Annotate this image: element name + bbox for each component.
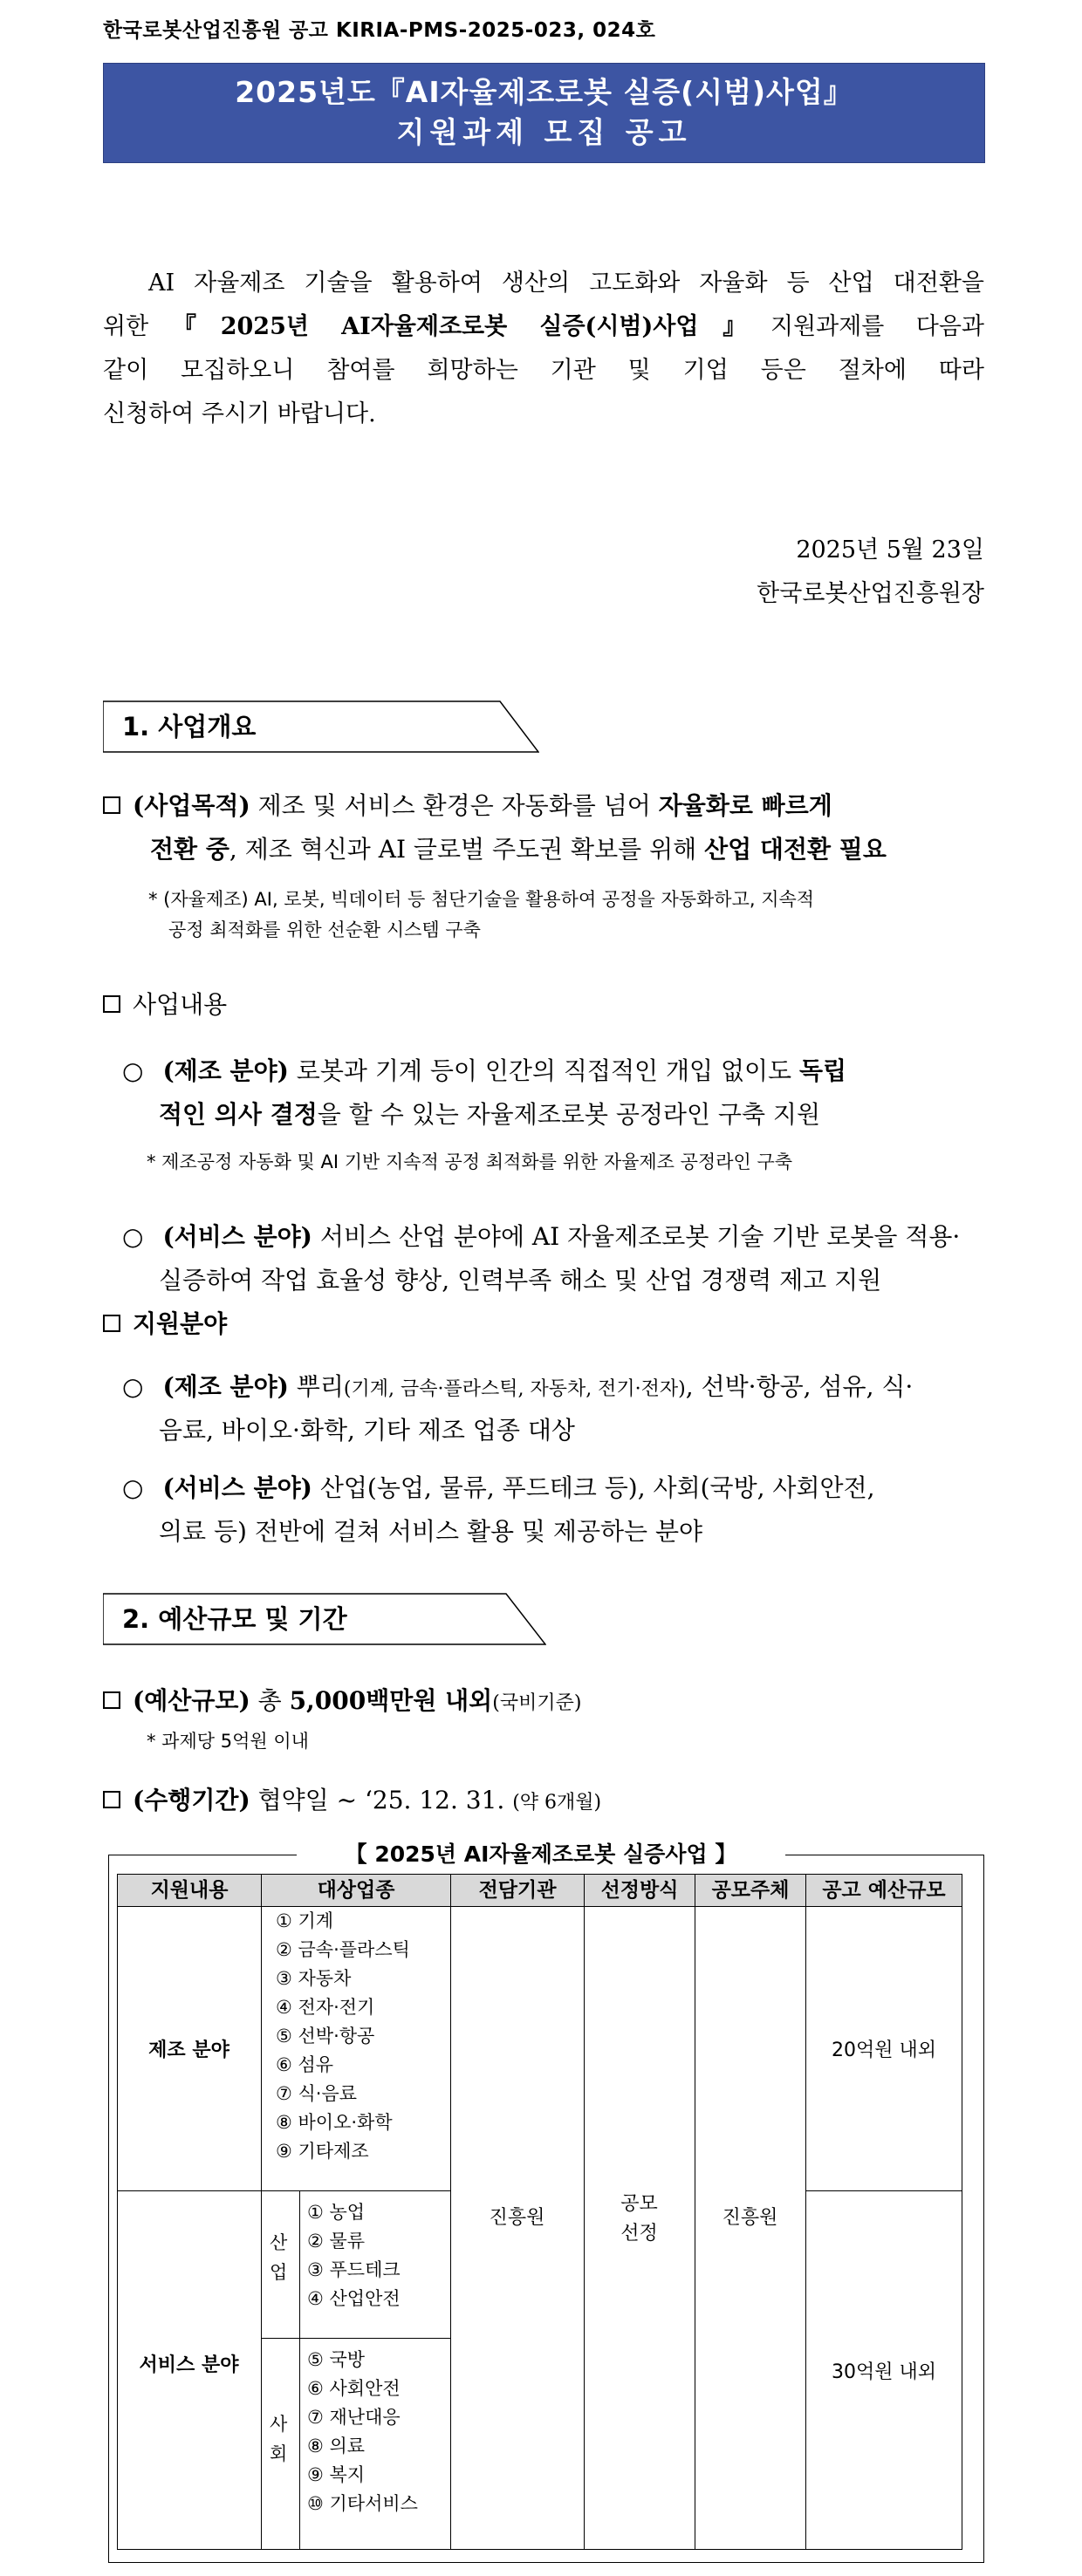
issuer-name: 한국로봇산업진흥원장 xyxy=(757,580,984,607)
fields-heading: 지원분야 xyxy=(103,1305,227,1340)
title-banner xyxy=(103,63,985,163)
table-cell-mfg-budget: 20억원 내외 xyxy=(832,2040,936,2061)
table-header: 대상업종 xyxy=(261,1874,451,1907)
table-line xyxy=(117,2190,450,2191)
fields-mfg-line-2: 음료, 바이오·화학, 기타 제조 업종 대상 xyxy=(159,1416,575,1445)
purpose-note-1: * (자율제조) AI, 로봇, 빅데이터 등 첨단기술을 활용하여 공정을 자동화하고, 지속적 xyxy=(148,889,815,910)
budget-line: (예산규모) 총 5,000백만원 내외(국비기준) xyxy=(103,1682,581,1717)
title-line-1: 2025년도『AI자율제조로봇 실증(시범)사업』 xyxy=(235,75,853,109)
table-header: 선정방식 xyxy=(584,1874,695,1907)
table-title: 【 2025년 AI자율제조로봇 실증사업 】 xyxy=(297,1837,785,1872)
content-mfg-note: * 제조공정 자동화 및 AI 기반 지속적 공정 최적화를 위한 자율제조 공정라인 구축 xyxy=(147,1151,793,1172)
fields-mfg-line-1: ○ (제조 분야) 뿌리(기계, 금속·플라스틱, 자동차, 전기·전자), 선박·항공, 섬유, 식· xyxy=(122,1372,914,1401)
list-item: ⑨ 기타제조 xyxy=(276,2141,369,2162)
table-line xyxy=(261,1907,262,2550)
intro-line: 같이 모집하오니 참여를 희망하는 기관 및 기업 등은 절차에 따라 xyxy=(103,357,984,384)
section-2-title: 2. 예산규모 및 기간 xyxy=(122,1604,347,1634)
list-item: ⑨ 복지 xyxy=(307,2464,366,2485)
intro-paragraph xyxy=(103,262,984,436)
table-line xyxy=(805,1907,806,2550)
table-cell-mfg-items xyxy=(276,1907,410,2166)
notice-number: 한국로봇산업진흥원 공고 KIRIA-PMS-2025-023, 024호 xyxy=(103,19,656,42)
table-cell-society-label: 사 회 xyxy=(270,2414,288,2464)
table-header: 지원내용 xyxy=(117,1874,262,1907)
list-item: ③ 자동차 xyxy=(276,1968,352,1989)
list-item: ⑤ 선박·항공 xyxy=(276,2026,375,2046)
purpose-note-2: 공정 최적화를 위한 선순환 시스템 구축 xyxy=(168,919,481,940)
table-cell-society-items xyxy=(307,2346,418,2518)
table-cell-mfg-field: 제조 분야 xyxy=(148,2040,229,2061)
checkbox-square-icon xyxy=(103,1791,120,1808)
list-item: ② 물류 xyxy=(307,2231,366,2251)
table-line xyxy=(117,2549,962,2550)
table-header: 공고 예산규모 xyxy=(805,1874,962,1907)
checkbox-square-icon xyxy=(103,1315,120,1332)
table-cell-selection: 공모 선정 xyxy=(620,2193,658,2245)
content-svc-line-1: ○ (서비스 분야) 서비스 산업 분야에 AI 자율제조로봇 기술 기반 로봇을 적용· xyxy=(122,1222,961,1251)
checkbox-square-icon xyxy=(103,796,120,814)
table-cell-industry-items xyxy=(307,2198,401,2313)
table-cell-industry-label: 산 업 xyxy=(270,2232,288,2283)
table-line xyxy=(805,2190,962,2191)
list-item: ⑦ 재난대응 xyxy=(307,2407,401,2428)
content-heading: 사업내용 xyxy=(103,986,227,1021)
list-item: ⑧ 의료 xyxy=(307,2436,366,2456)
list-item: ④ 전자·전기 xyxy=(276,1997,375,2018)
section-2-heading xyxy=(103,1593,546,1645)
table-header: 공모주체 xyxy=(695,1874,806,1907)
section-1-heading xyxy=(103,700,539,753)
content-mfg-line-2: 적인 의사 결정을 할 수 있는 자율제조로봇 공정라인 구축 지원 xyxy=(159,1100,821,1129)
list-item: ⑦ 식·음료 xyxy=(276,2083,358,2104)
content-svc-line-2: 실증하여 작업 효율성 향상, 인력부족 해소 및 산업 경쟁력 제고 지원 xyxy=(159,1266,882,1295)
purpose-line-2: 전환 중, 제조 혁신과 AI 글로벌 주도권 확보를 위해 산업 대전환 필요 xyxy=(150,835,887,864)
fields-svc-line-1: ○ (서비스 분야) 산업(농업, 물류, 푸드테크 등), 사회(국방, 사회안전, xyxy=(122,1473,875,1502)
content-mfg-line-1: ○ (제조 분야) 로봇과 기계 등이 인간의 직접적인 개입 없이도 독립 xyxy=(122,1056,847,1085)
intro-line: 신청하여 주시기 바랍니다. xyxy=(103,400,376,427)
period-line: (수행기간) 협약일 ~ ‘25. 12. 31. (약 6개월) xyxy=(103,1781,601,1816)
purpose-line-1: (사업목적) 제조 및 서비스 환경은 자동화를 넘어 자율화로 빠르게 xyxy=(103,787,832,822)
intro-line: AI 자율제조 기술을 활용하여 생산의 고도화와 자율화 등 산업 대전환을 xyxy=(148,270,984,297)
list-item: ⑥ 섬유 xyxy=(276,2054,334,2075)
list-item: ③ 푸드테크 xyxy=(307,2259,401,2280)
table-cell-agency: 진흥원 xyxy=(489,2207,545,2229)
checkbox-square-icon xyxy=(103,1691,120,1709)
table-header: 전담기관 xyxy=(450,1874,585,1907)
notice-date: 2025년 5월 23일 xyxy=(796,536,984,564)
list-item: ② 금속·플라스틱 xyxy=(276,1939,410,1960)
list-item: ① 농업 xyxy=(307,2202,366,2223)
list-item: ⑥ 사회안전 xyxy=(307,2378,401,2399)
table-cell-organizer: 진흥원 xyxy=(722,2207,778,2229)
list-item: ⑧ 바이오·화학 xyxy=(276,2112,393,2133)
list-item: ④ 산업안전 xyxy=(307,2288,401,2309)
checkbox-square-icon xyxy=(103,995,120,1013)
table-line xyxy=(299,2190,300,2550)
list-item: ⑤ 국방 xyxy=(307,2349,366,2370)
budget-note: * 과제당 5억원 이내 xyxy=(147,1731,309,1752)
section-1-title: 1. 사업개요 xyxy=(122,712,257,741)
list-item: ① 기계 xyxy=(276,1910,334,1931)
list-item: ⑩ 기타서비스 xyxy=(307,2493,418,2514)
table-cell-svc-budget: 30억원 내외 xyxy=(832,2361,936,2383)
title-line-2: 지원과제 모집 공고 xyxy=(396,115,692,149)
fields-svc-line-2: 의료 등) 전반에 걸쳐 서비스 활용 및 제공하는 분야 xyxy=(159,1517,703,1546)
intro-line: 위한『2025년 AI자율제조로봇 실증(시범)사업』지원과제를 다음과 xyxy=(103,313,984,340)
table-cell-svc-field: 서비스 분야 xyxy=(139,2354,239,2376)
table-line xyxy=(117,1907,118,2550)
table-line xyxy=(261,2338,450,2339)
